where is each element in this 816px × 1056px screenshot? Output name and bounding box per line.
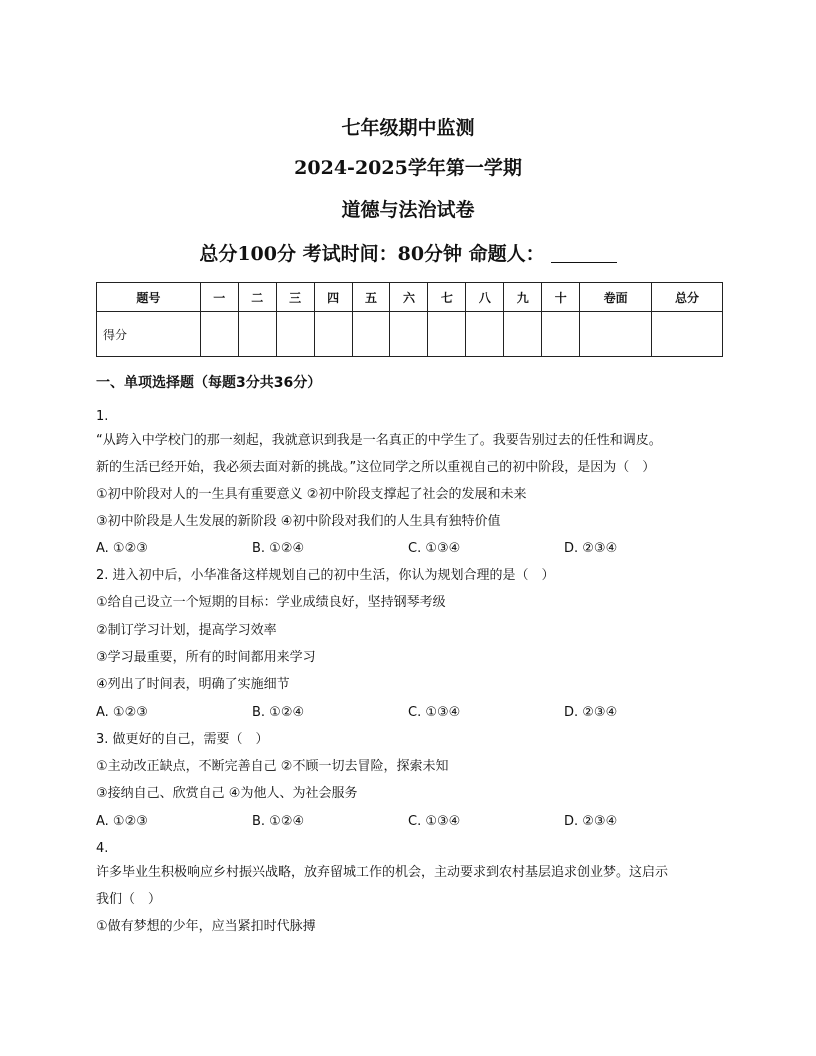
header-cell: 九 (504, 283, 542, 312)
header-cell: 总分 (652, 283, 723, 312)
q1-option-d[interactable]: D. ②③④ (564, 541, 618, 556)
q2-statement-1: ①给自己设立一个短期的目标：学业成绩良好，坚持钢琴考级 (96, 595, 446, 610)
q4-stem-line1: 许多毕业生积极响应乡村振兴战略，放弃留城工作的机会，主动要求到农村基层追求创业梦。这启示 (96, 865, 669, 880)
score-cell[interactable] (580, 312, 652, 357)
q3-option-a[interactable]: A. ①②③ (96, 814, 148, 829)
header-cell: 六 (390, 283, 428, 312)
score-cell[interactable] (504, 312, 542, 357)
score-cell[interactable] (542, 312, 580, 357)
q1-number: 1. (96, 409, 109, 424)
q1-statement-2: ③初中阶段是人生发展的新阶段 ④初中阶段对我们的人生具有独特价值 (96, 514, 501, 529)
q2-option-c[interactable]: C. ①③④ (408, 705, 461, 720)
score-cell[interactable] (390, 312, 428, 357)
q3-option-d[interactable]: D. ②③④ (564, 814, 618, 829)
q3-statement-1: ①主动改正缺点，不断完善自己 ②不顾一切去冒险，探索未知 (96, 759, 449, 774)
q1-option-b[interactable]: B. ①②④ (252, 541, 305, 556)
exam-grade-title: 七年级期中监测 (341, 117, 475, 139)
q4-stem-line2: 我们（ ） (96, 892, 162, 907)
q3-statement-2: ③接纳自己、欣赏自己 ④为他人、为社会服务 (96, 786, 358, 801)
score-table-header-row (97, 283, 723, 312)
q3-option-b[interactable]: B. ①②④ (252, 814, 305, 829)
header-cell: 十 (542, 283, 580, 312)
exam-term-title: 2024-2025学年第一学期 (294, 157, 522, 179)
score-cell[interactable] (652, 312, 723, 357)
q3-stem: 3. 做更好的自己，需要（ ） (96, 732, 269, 747)
score-cell[interactable] (276, 312, 314, 357)
score-cell[interactable] (428, 312, 466, 357)
score-table (96, 282, 723, 357)
q3-option-c[interactable]: C. ①③④ (408, 814, 461, 829)
score-table-score-row (97, 312, 723, 357)
author-blank (551, 244, 617, 263)
header-cell: 题号 (97, 283, 201, 312)
q4-number: 4. (96, 841, 109, 856)
q1-stem-line2: 新的生活已经开始，我必须去面对新的挑战。”这位同学之所以重视自己的初中阶段，是因为（ ） (96, 460, 656, 475)
score-cell[interactable] (352, 312, 390, 357)
q2-statement-3: ③学习最重要，所有的时间都用来学习 (96, 650, 316, 665)
q1-statement-1: ①初中阶段对人的一生具有重要意义 ②初中阶段支撑起了社会的发展和未来 (96, 487, 527, 502)
q2-option-a[interactable]: A. ①②③ (96, 705, 148, 720)
q2-stem: 2. 进入初中后，小华准备这样规划自己的初中生活，你认为规划合理的是（ ） (96, 568, 555, 583)
header-cell: 七 (428, 283, 466, 312)
q1-option-c[interactable]: C. ①③④ (408, 541, 461, 556)
q1-option-a[interactable]: A. ①②③ (96, 541, 148, 556)
section-heading: 一、单项选择题（每题3分共36分） (96, 375, 322, 391)
q1-stem-line1: “从跨入中学校门的那一刻起，我就意识到我是一名真正的中学生了。我要告别过去的任性和调皮。 (96, 433, 662, 448)
q2-statement-4: ④列出了时间表，明确了实施细节 (96, 677, 290, 692)
score-cell[interactable] (466, 312, 504, 357)
header-cell: 五 (352, 283, 390, 312)
exam-info-line (0, 242, 816, 266)
exam-info-text: 总分100分 考试时间：80分钟 命题人： (199, 243, 545, 265)
header-cell: 一 (200, 283, 238, 312)
q4-statement-1: ①做有梦想的少年，应当紧扣时代脉搏 (96, 919, 316, 934)
score-cell[interactable] (314, 312, 352, 357)
score-row-label: 得分 (97, 312, 201, 357)
header-cell: 二 (238, 283, 276, 312)
score-cell[interactable] (238, 312, 276, 357)
header-cell: 四 (314, 283, 352, 312)
exam-subject-title: 道德与法治试卷 (341, 199, 475, 221)
header-cell: 卷面 (580, 283, 652, 312)
q2-statement-2: ②制订学习计划，提高学习效率 (96, 623, 277, 638)
q2-option-b[interactable]: B. ①②④ (252, 705, 305, 720)
q2-option-d[interactable]: D. ②③④ (564, 705, 618, 720)
score-cell[interactable] (200, 312, 238, 357)
header-cell: 八 (466, 283, 504, 312)
header-cell: 三 (276, 283, 314, 312)
